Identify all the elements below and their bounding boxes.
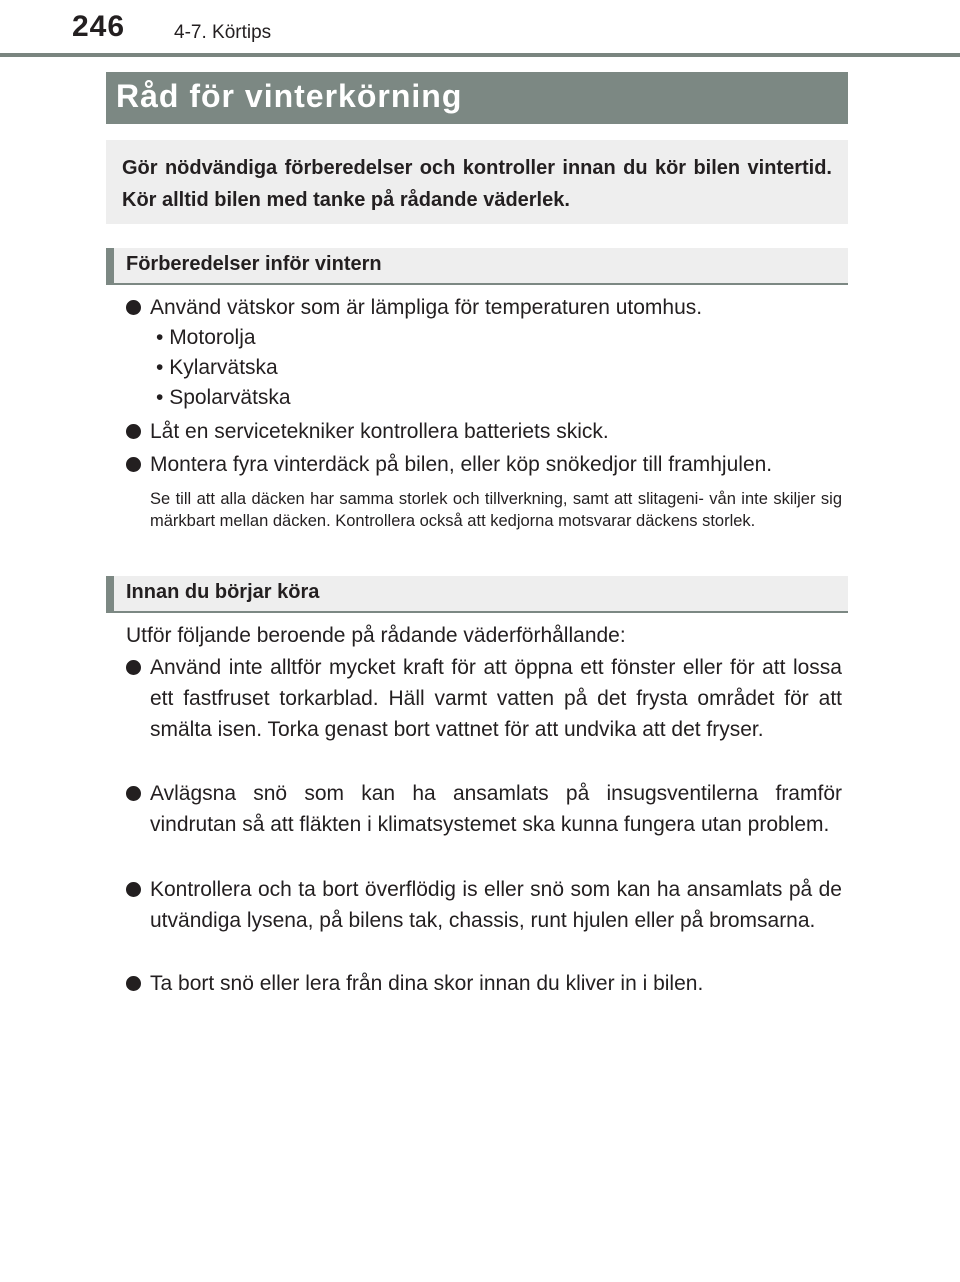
bullet-item bbox=[126, 416, 842, 447]
title-band bbox=[106, 72, 848, 124]
bullet-icon bbox=[126, 786, 141, 801]
bullet-text: Använd inte alltför mycket kraft för att öppna ett fönster eller för att lossa ett fastfruset torkarblad. Häll varmt vatten på det frysta området för att smälta isen. Torka genast bort vattnet för att undvika att det fryser. bbox=[150, 656, 842, 741]
bullet-text: Avlägsna snö som kan ha ansamlats på insugsventilerna framför vindrutan så att fläkten i klimatsystemet ska kunna fungera utan problem. bbox=[150, 782, 842, 836]
bullet-item bbox=[126, 874, 842, 936]
lead-text: Utför följande beroende på rådande väderförhållande: bbox=[126, 624, 626, 647]
sub-item-text: Kylarvätska bbox=[169, 356, 278, 379]
bullet-icon bbox=[126, 976, 141, 991]
chapter-title: 4-7. Körtips bbox=[174, 22, 272, 43]
section-heading-text: Förberedelser inför vintern bbox=[126, 253, 382, 275]
bullet-text: Ta bort snö eller lera från dina skor innan du kliver in i bilen. bbox=[150, 972, 704, 995]
bullet-item bbox=[126, 652, 842, 745]
sub-list-item: • Kylarvätska bbox=[156, 356, 278, 379]
sub-list-item: • Spolarvätska bbox=[156, 386, 291, 409]
page-number: 246 bbox=[72, 10, 126, 43]
page-title: Råd för vinterkörning bbox=[116, 78, 463, 114]
section-heading-before-driving bbox=[106, 576, 848, 613]
section-heading-winter-prep bbox=[106, 248, 848, 285]
section-heading-text: Innan du börjar köra bbox=[126, 581, 320, 603]
bullet-text: Låt en servicetekniker kontrollera batteriets skick. bbox=[150, 420, 609, 443]
bullet-icon bbox=[126, 660, 141, 675]
bullet-text: Använd vätskor som är lämpliga för temperaturen utomhus. bbox=[150, 296, 703, 319]
bullet-icon bbox=[126, 457, 141, 472]
bullet-item bbox=[126, 778, 842, 840]
sub-list-item: • Motorolja bbox=[156, 326, 256, 349]
note-text: Se till att alla däcken har samma storlek och tillverkning, samt att slitageni- vån inte skiljer sig märkbart mellan däcken. Kontrollera också att kedjorna motsvarar däckens storlek. bbox=[150, 490, 842, 530]
bullet-item bbox=[126, 449, 842, 480]
sub-item-text: Spolarvätska bbox=[169, 386, 291, 409]
bullet-text: Montera fyra vinterdäck på bilen, eller köp snökedjor till framhjulen. bbox=[150, 453, 773, 476]
intro-box bbox=[106, 140, 848, 224]
bullet-icon bbox=[126, 300, 141, 315]
bullet-icon bbox=[126, 882, 141, 897]
bullet-item bbox=[126, 968, 842, 999]
intro-text: Gör nödvändiga förberedelser och kontroller innan du kör bilen vintertid. Kör alltid bilen med tanke på rådande väderlek. bbox=[122, 157, 832, 211]
bullet-text: Kontrollera och ta bort överflödig is eller snö som kan ha ansamlats på de utvändiga lysena, på bilens tak, chassis, runt hjulen eller på bromsarna. bbox=[150, 878, 842, 932]
bullet-item bbox=[126, 292, 842, 323]
header-rule bbox=[0, 53, 960, 57]
bullet-icon bbox=[126, 424, 141, 439]
sub-item-text: Motorolja bbox=[169, 326, 256, 349]
